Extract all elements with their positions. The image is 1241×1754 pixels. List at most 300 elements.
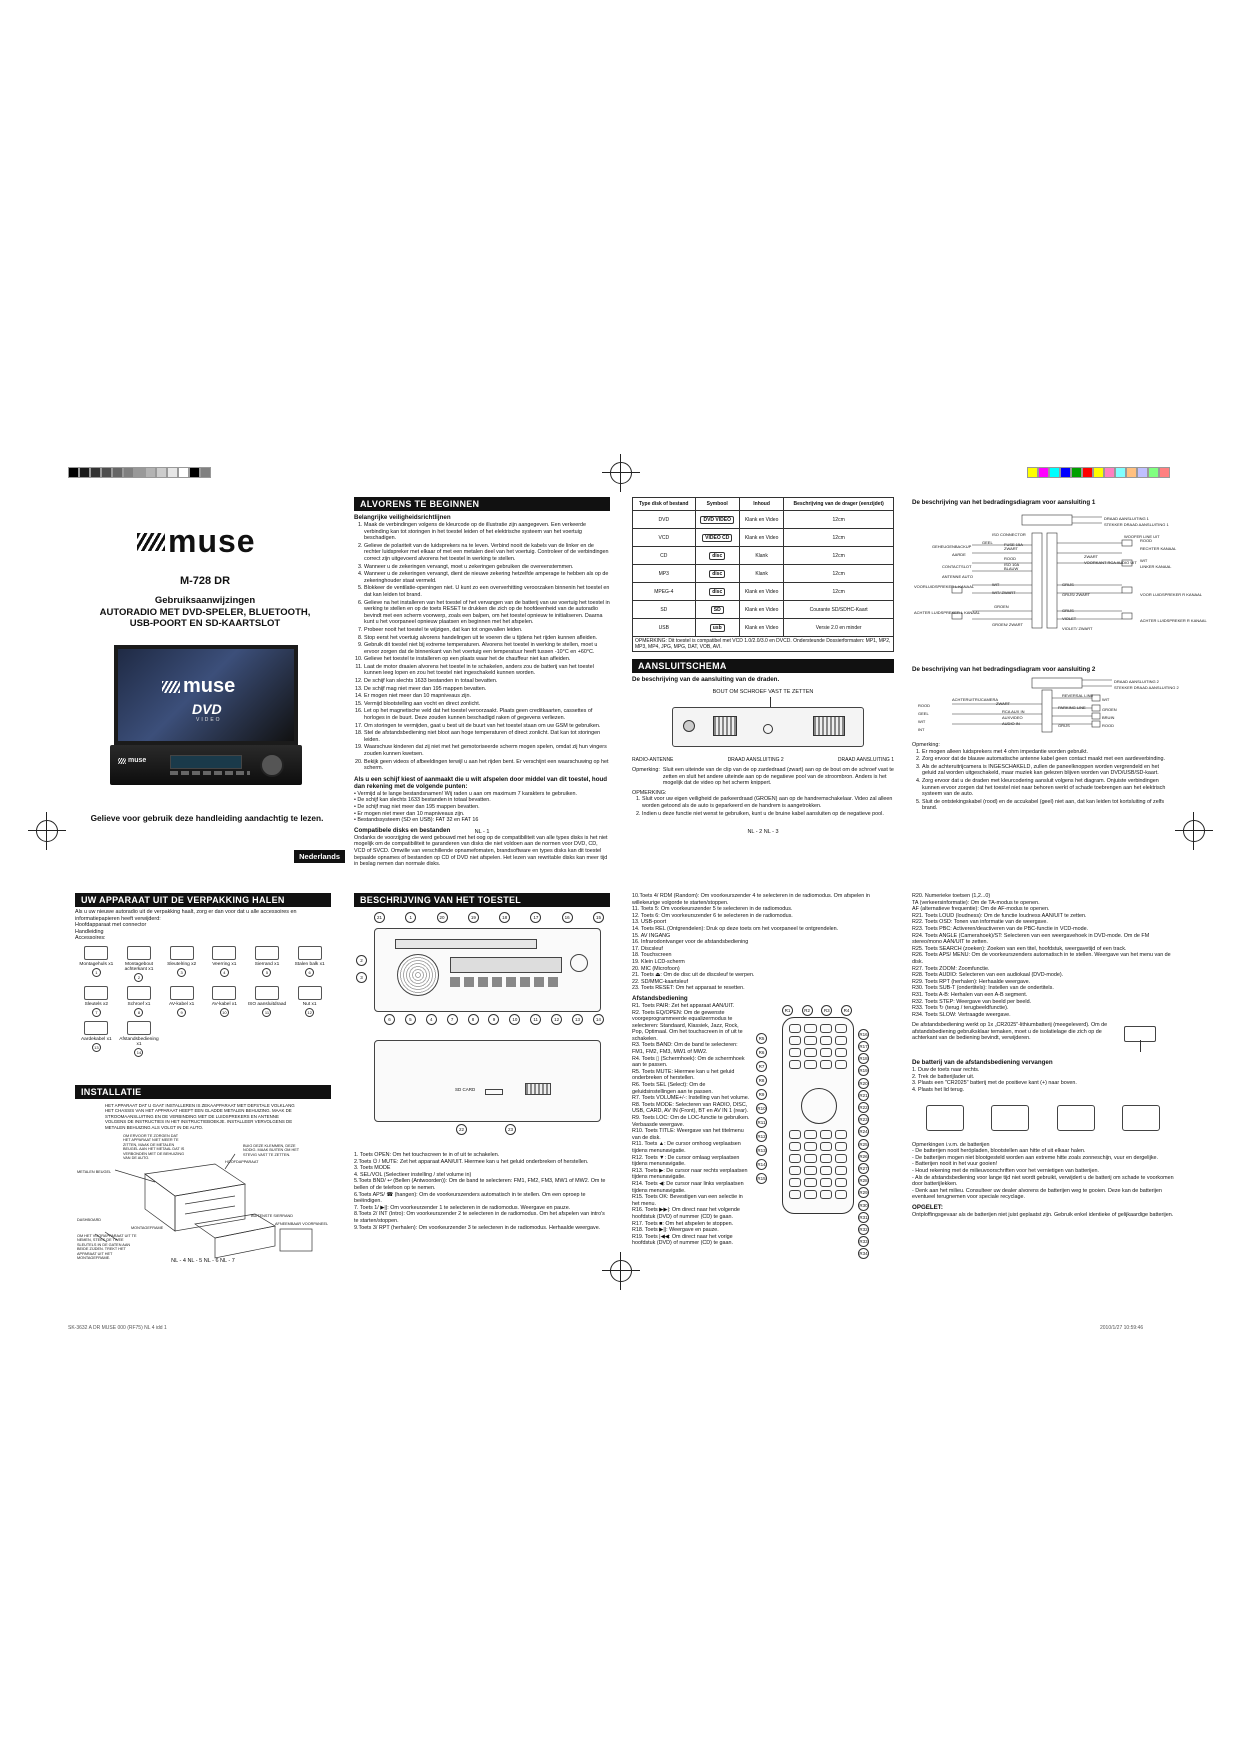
battery-remark: - Denk aan het milieu. Consulteer uw dealer alvorens de batterijen weg te gooien. Deze kan de batterijen eventueel terugnemen voor speciale recyclage. — [912, 1187, 1162, 1201]
remote-button — [835, 1024, 847, 1033]
device-item: 18. Touchscreen — [632, 952, 672, 959]
callout-number: R33 — [858, 1236, 869, 1247]
unit-buttons — [170, 771, 250, 775]
callout-number: R30 — [858, 1200, 869, 1211]
device-item: 4. SEL/VOL (Selectieer instelling / stel volume in) — [354, 1171, 472, 1178]
wiring-1-label: ZWART — [1004, 546, 1018, 551]
remote-button — [789, 1024, 801, 1033]
wiring-1-label: FUSE 15A — [1004, 542, 1023, 547]
accessory-item — [75, 986, 118, 1017]
safety-subheading: Belangrijke veiligheidsrichtlijnen — [354, 514, 451, 521]
accessory-label: Sleutelring x2 — [167, 961, 197, 967]
table-row — [633, 529, 894, 547]
remote-item: R17. Toets ■: Om het afspelen te stoppen. — [632, 1220, 734, 1227]
remote-items-2-block — [912, 893, 1174, 1219]
disc-bullet: • Er mogen niet meer dan 10 mapniveaus zijn. — [354, 810, 465, 817]
accessory-label: Nut x1 — [302, 1001, 317, 1007]
wiring-1-label: WIT — [1140, 558, 1148, 563]
remote-button — [835, 1036, 847, 1045]
remote-button — [789, 1142, 801, 1151]
safety-item: 2. Gelieve de polariteit van de luidsprekers na te leven. Verbind nooit de kabels van de linker en de rechter luidspreker met elkaar of met een metalen deel van het voertuig. Controleer of de verbindingen correct zijn uitgevoerd alvorens het toestel in werking te stellen. — [364, 543, 610, 563]
accessory-label: Afstandsbediening x1 — [119, 1036, 159, 1047]
remote-item: R31. Toets A-B: Herhalen van een A-B segment. — [912, 991, 1028, 998]
unbox-intro: Als u uw nieuwe autoradio uit de verpakking haalt, zorg er dan voor dat u alle accessoires en informatiepapieren heeft verwijderd: — [75, 909, 297, 922]
wiring-1-label: VOOR LUIDSPREKER R KANAAL — [1140, 592, 1203, 597]
callout-number: R32 — [858, 1224, 869, 1235]
accessory-number: 3 — [177, 968, 186, 977]
note-item: 5. Sluit de ontstekingskabel (rood) en de accukabel (geel) niet aan, dat kan leiden tot kortsluiting of zelfs brand. — [922, 799, 1174, 812]
unit-logo: muse — [118, 757, 146, 764]
remote-item: R5. Toets MUTE: Hiermee kan u het geluid onderbreken of herstellen. — [632, 1068, 735, 1082]
screen-logo: muse — [162, 675, 235, 698]
wiring-2-label: BRUIN — [1102, 715, 1115, 720]
remote-button — [820, 1190, 832, 1199]
remote-item: TA (verkeersinformatie): Om de TA-modus te openen. — [912, 899, 1040, 906]
notes-right-title: Opmerking: — [912, 742, 940, 748]
callout-number: R24 — [858, 1126, 869, 1137]
wiring-2-label: WIT — [1102, 697, 1110, 702]
callout-number: 14 — [593, 1014, 604, 1025]
callout-number: 4 — [426, 1014, 437, 1025]
language-badge: Nederlands — [294, 850, 345, 863]
wiring-1-label: ROOD — [1004, 556, 1016, 561]
disc-table-header: Symbool — [695, 498, 739, 511]
accessory-item — [203, 946, 246, 982]
accessory-label: AV-kabel x1 — [169, 1001, 195, 1007]
remote-button — [789, 1130, 801, 1139]
accessory-number: 7 — [92, 1008, 101, 1017]
wiring-2-label: AUDIO IN — [1002, 721, 1020, 726]
disc-bullet: • Bestandssysteem (SD en USB): FAT 32 en FAT 16 — [354, 817, 479, 824]
battery-steps — [912, 1067, 1174, 1093]
device-item: 19. Klein LCD-scherm — [632, 958, 685, 965]
notes-right-list — [912, 749, 1174, 812]
callout-number: 19 — [468, 912, 479, 923]
callout-number: 11 — [530, 1014, 541, 1025]
color-swatch — [1115, 467, 1126, 478]
opm-list — [632, 796, 894, 817]
accessory-icon — [255, 946, 279, 960]
callout-number: 8 — [468, 1014, 479, 1025]
disc-bullet: • De schijf mag niet meer dan 195 mappen bevatten. — [354, 803, 480, 810]
accessory-number: 9 — [177, 1008, 186, 1017]
remote-button — [789, 1166, 801, 1175]
disc-bullet: • Vermijd al te lange bestandsnamen! Wij raden u aan om maximum 7 karakters te gebruiken. — [354, 790, 578, 797]
cover-page — [75, 495, 340, 861]
remote-button — [789, 1060, 801, 1069]
color-swatch — [1093, 467, 1104, 478]
callout-number: R26 — [858, 1151, 869, 1162]
install-label: METALEN BEUGEL — [77, 1170, 112, 1175]
disc-desc: 12cm — [784, 565, 894, 583]
device-item: 12. Toets 6: Om voorkeurszender 6 te selecteren in de radiomodus. — [632, 912, 793, 919]
disc-symbol-icon: VIDEO CD — [702, 534, 732, 542]
disc-desc: 12cm — [784, 529, 894, 547]
table-row — [633, 565, 894, 583]
device-item: 17. Discsleuf — [632, 945, 663, 952]
callout-number: R16 — [858, 1029, 869, 1040]
callout-number: R34 — [858, 1248, 869, 1259]
wiring-1-label: GROEN/ ZWART — [992, 622, 1023, 627]
remote-items-2 — [912, 893, 1174, 1018]
color-bar-right — [1027, 467, 1170, 478]
battery-remarks-title: Opmerkingen i.v.m. de batterijen — [912, 1141, 990, 1148]
disc-table-header: Inhoud — [739, 498, 783, 511]
battery-insert-drawing — [1120, 1022, 1164, 1056]
wiring-1-label: WIT/ ZWART — [992, 590, 1016, 595]
disc-type: CD — [633, 547, 696, 565]
accessory-number: 13 — [92, 1043, 101, 1052]
callout-number: R9 — [756, 1089, 767, 1100]
remote-button — [804, 1166, 816, 1175]
panel-sd-label: SD CARD — [455, 1087, 476, 1092]
disc-bullets — [354, 791, 610, 824]
remote-button — [804, 1142, 816, 1151]
accessory-item — [118, 1021, 161, 1057]
color-swatch — [68, 467, 79, 478]
callout-number: R21 — [858, 1090, 869, 1101]
safety-item: 20. Bekijk geen videos of afbeeldingen terwijl u aan het rijden bent. Er verschijnt een waarschuwing op het scherm. — [364, 759, 610, 772]
disc-content: Klank en Video — [739, 529, 783, 547]
remote-item: R23. Toets PBC: Activeren/deactiveren van de PBC-functie in VCD-mode. — [912, 925, 1089, 932]
install-label: OM ERVOOR TE ZORGEN DAT HET APPARAAT NIET MEER TE ZITTEN, MAAK DE METALEN BEUGEL AAN HET METAAL DAT IS VERBONDEN MET DE BEHUIZING VAN DE AUTO. — [123, 1134, 185, 1161]
remote-item: R25. Toets SEARCH (zoeken): Zoeken van een titel, hoofdstuk, weergavetijd of een track. — [912, 945, 1127, 952]
callout-number: 2 — [356, 955, 367, 966]
remote-button — [804, 1024, 816, 1033]
remote-button — [820, 1142, 832, 1151]
accessory-label: Schroef x1 — [127, 1001, 151, 1007]
safety-item: 19. Waarschuw kinderen dat zij niet met het gemotoriseerde scherm mogen spelen, omdat zij hun vingers zouden kunnen kwetsen. — [364, 744, 610, 757]
accessory-item — [288, 986, 331, 1017]
remote-item: R15. Toets OK: Bevestigen van een selectie in het menu. — [632, 1194, 743, 1207]
wiring-1-title: De beschrijving van het bedradingsdiagram voor aansluiting 1 — [912, 499, 1096, 506]
wiring-1-label: WOOFER LINE UIT — [1124, 534, 1160, 539]
disc-desc: Versie 2.0 en minder — [784, 619, 894, 637]
manual-subtitle: Gebruiksaanwijzingen — [154, 595, 256, 606]
safety-item: 6. Gelieve na het installeren van het toestel of het vervangen van de batterij van uw voertuig het toestel in werking te stellen en op de toets RESET te drukken die zich op de hoofdeenheid van de autoradio bevindt met een scherm voorwerp, zoals een balpen, om het toestel opnieuw te initialiseren. Daarna kunt u het voorpaneel opnieuw plaatsen en beginnen met het afspelen. — [364, 600, 610, 626]
accessory-icon — [212, 986, 236, 1000]
wiring-1-label: ACHTER LUIDSPREKER L KANAAL — [914, 610, 980, 615]
install-label: BUIG DEZE KLEMMEN, DEZE NODIG. MAAK BUITEN OM HET STEVIG VAST TE ZETTEN. — [243, 1144, 300, 1157]
callout-number: 6 — [384, 1014, 395, 1025]
disc-symbol-icon: usb — [710, 624, 725, 632]
remote-item: R6. Toets SEL (Select): Om de geluidsinstellingen aan te passen. — [632, 1082, 713, 1095]
safety-item: 18. Stel de afstandsbediening niet bloot aan hoge temperaturen of direct zonlicht. Dat kan tot storingen leiden. — [364, 730, 610, 743]
table-row — [633, 547, 894, 565]
wiring-1-label: GRIJS — [1062, 608, 1074, 613]
table-row — [633, 619, 894, 637]
registration-mark-top — [610, 462, 632, 484]
wiring-1-label: GRIJS — [1062, 582, 1074, 587]
accessory-number: 10 — [220, 1008, 229, 1017]
remote-button — [804, 1048, 816, 1057]
color-swatch — [1159, 467, 1170, 478]
disc-symbol — [695, 529, 739, 547]
callout-number: 17 — [530, 912, 541, 923]
connect-section — [632, 659, 894, 818]
device-item: 20. MIC (Microfoon) — [632, 965, 680, 972]
remote-button — [789, 1190, 801, 1199]
disc-symbol-icon: DVD VIDEO — [700, 516, 734, 524]
callout-number: 1 — [405, 912, 416, 923]
install-label: OM HET VOORAPPARAAT UIT TE NEMEN, STEEK DE TWEE SLEUTELS IN DE GATEN AAN BEIDE ZIJDEN. TREKT HET APPARAAT UIT HET MONTAGEFRAME. — [77, 1234, 137, 1261]
wiring-2-label: REVERSAL LINE — [1062, 693, 1094, 698]
remote-title: Afstandsbediening — [632, 994, 688, 1002]
connect-note-text: Sluit een uiteinde van de clip van de op zardedraad (zwart) aan op de bout om de schroef vast te zetten en sluit het andere uiteinde aan op de negatieve pool van de stroombron. Anders is het mogelijk dat de video op het scherm knippert. — [662, 767, 894, 787]
disc-content: Klank en Video — [739, 511, 783, 529]
wiring-1-label: ACHTER LUIDSPREKER R KANAAL — [1140, 618, 1207, 623]
wiring-2-label: ROOD — [1102, 723, 1114, 728]
wiring-2-block — [912, 663, 1179, 734]
remote-button — [820, 1060, 832, 1069]
device-item: 7. Toets 1/ ▶||: Om voorkeurzender 1 te selecteren in de radiomodus. Weergave en pauze. — [354, 1204, 571, 1211]
safety-item: 15. Vermijd blootstelling aan vocht en direct zonlicht. — [364, 701, 610, 708]
callout-number: R28 — [858, 1175, 869, 1186]
disc-type: MPEG-4 — [633, 583, 696, 601]
battery-remark: - De batterijen nooit herópladen, blootstellen aan hitte of uit elkaar halen. — [912, 1148, 1086, 1155]
device-items-2 — [632, 893, 894, 1257]
install-label: MONTAGEFRAME — [131, 1226, 164, 1231]
wiring-1-label: ISO CONNECTOR — [992, 532, 1026, 537]
remote-drawing — [782, 1017, 854, 1214]
install-label: BUITENSTE SIERRAND — [251, 1214, 293, 1219]
unbox-section — [75, 893, 331, 1057]
wiring-2-label: GROEN — [1102, 707, 1117, 712]
disc-table — [632, 497, 894, 637]
battery-step: 4. Plaats het lid terug. — [912, 1087, 965, 1094]
product-base — [110, 745, 302, 785]
color-swatch — [101, 467, 112, 478]
wiring-1-label: GEEL — [982, 540, 993, 545]
color-swatch — [1038, 467, 1049, 478]
wiring-2-label: STEKKER DRAAD AANSLUITING 2 — [1114, 685, 1179, 690]
remote-item: R34. Toets SLOW: Vertraagde weergave. — [912, 1011, 1011, 1018]
callout-number: R20 — [858, 1078, 869, 1089]
remote-button — [804, 1060, 816, 1069]
accessory-label: Stalen balk x1 — [294, 961, 325, 967]
accessory-item — [75, 1021, 118, 1057]
label-radio-antenne: RADIO-ANTENNE — [632, 757, 674, 763]
wiring-1-label: GRIJS/ ZWART — [1062, 592, 1090, 597]
safety-item: 5. Blokkeer de ventilatie-openingen niet. U kunt zo een oververhitting veroorzaken binnenin het toestel en dat kan leiden tot brand. — [364, 585, 610, 598]
accessory-icon — [84, 946, 108, 960]
safety-item: 7. Probeer nooit het toestel te wijzigen, dat kan tot ongevallen leiden. — [364, 627, 610, 634]
registration-mark-left — [36, 820, 58, 842]
device-item: 15. AV INGANG — [632, 932, 671, 939]
wiring-1-label: STEKKER DRAAD AANSLUITING 1 — [1104, 522, 1169, 527]
remote-button — [820, 1154, 832, 1163]
unit-front-drawing — [374, 928, 601, 1012]
accessory-number: 5 — [262, 968, 271, 977]
callout-number: 12 — [551, 1014, 562, 1025]
callout-number: R18 — [858, 1053, 869, 1064]
remote-button — [804, 1154, 816, 1163]
disc-symbol — [695, 619, 739, 637]
wiring-1-label: BLAUW — [1004, 566, 1019, 571]
note-item: 1. Er mogen alleen luidsprekers met 4 ohm impedantie worden gebruikt. — [922, 749, 1174, 756]
wiring-2-label: AUXVIDEO — [1002, 715, 1023, 720]
disc-table-header: Type disk of bestand — [633, 498, 696, 511]
manual-title-line-2: USB-POORT EN SD-KAARTSLOT — [129, 618, 281, 629]
callout-number: 10 — [509, 1014, 520, 1025]
disc-content: Klank — [739, 547, 783, 565]
color-swatch — [1082, 467, 1093, 478]
remote-item: R22. Toets OSD: Tonen van informatie van de weergave. — [912, 919, 1048, 926]
device-item: 1. Toets OPEN: Om het touchscreen te in of uit te schakelen. — [354, 1152, 500, 1158]
remote-items — [632, 1003, 750, 1247]
wiring-1-label: ANTENNE AUTO — [942, 574, 974, 579]
device-item: 2.Toets ⏻ / MUTE: Zet het apparaat AAN/UIT. Hiermee kan u het geluid onderbreken of herstellen. — [354, 1158, 589, 1165]
remote-item: R32. Toets STEP: Weergave van beeld per beeld. — [912, 998, 1032, 1005]
remote-item: R30. Toets SUB-T (ondertitels): Instellen van de ondertitels. — [912, 985, 1054, 992]
device-item: 22. SD/MMC-kaartsleuf — [632, 978, 689, 985]
wiring-1-label: ROOD — [1140, 538, 1152, 543]
panel-drawing — [374, 1040, 601, 1122]
wiring-1-label: VIOLET/ ZWART — [1062, 626, 1093, 631]
accessory-icon — [298, 986, 322, 1000]
page-number-4-7: NL - 4 NL - 5 NL - 6 NL - 7 — [171, 1258, 235, 1264]
wiring-2-label: PARKING LINE — [1058, 705, 1086, 710]
disc-symbol — [695, 565, 739, 583]
wiring-1-label: VOORKANT RCA AUDIO UIT — [1084, 560, 1137, 565]
remote-item: R26. Toets APS/ MENU: Om de voorkeurszenders automatisch in te stellen. Weergave van het menu van de disk. — [912, 952, 1171, 965]
remote-item: R4. Toets ▯ (Schermhoek): Om de schermhoek aan te passen. — [632, 1055, 745, 1069]
callout-number: R17 — [858, 1041, 869, 1052]
safety-item: 11. Laat de motor draaien alvorens het toestel in te schakelen, anders zou de batterij van het toestel kunnen leeg lopen en zou het toestel niet ingeschakeld kunnen worden. — [364, 664, 610, 677]
connect-note-label: Opmerking: — [632, 767, 660, 773]
wiring-2-label: DRAAD AANSLUITING 2 — [1114, 679, 1159, 684]
accessory-icon — [84, 986, 108, 1000]
callout-number: R15 — [756, 1173, 767, 1184]
color-swatch — [156, 467, 167, 478]
safety-item: 16. Let op het magnetische veld dat het toestel veroorzaakt. Plaats geen creditkaarten, cassettes of horloges in de buurt. Deze zouden kunnen beschadigd raken of gegevens verliezen. — [364, 708, 610, 721]
remote-item: R8. Toets MODE: Selecteren van RADIO, DISC, USB, CARD, AV IN (Front), BT en AV IN 1 (rear). — [632, 1101, 749, 1115]
device-item: 23. Toets RESET: Om het apparaat te resetten. — [632, 985, 745, 992]
remote-item: R7. Toets VOLUME+/-: Instelling van het volume. — [632, 1095, 750, 1102]
accessory-icon — [84, 1021, 108, 1035]
accessory-item — [118, 946, 161, 982]
callout-number: R23 — [858, 1114, 869, 1125]
compat-subheading: Compatibele disks en bestanden — [354, 826, 451, 834]
callout-number: 9 — [488, 1014, 499, 1025]
disc-content: Klank en Video — [739, 583, 783, 601]
wiring-1-label: GROEN — [994, 604, 1009, 609]
callout-number: 21 — [374, 912, 385, 923]
color-bar-left — [68, 467, 211, 478]
color-swatch — [1060, 467, 1071, 478]
remote-item: R11. Toets ▲: De cursor omhoog verplaatsen tijdens menunavigatie. — [632, 1141, 741, 1154]
note-item: 3. Als de achteruitrijcamera is INGESCHAKELD, zullen de paneelknoppen worden vergrendeld en het geluid zal worden uitgeschakeld, maar muziek kan gelezen blijven worden van DVD/USB/SD-kaart. — [922, 764, 1174, 777]
page-number-2-3: NL - 2 NL - 3 — [747, 829, 779, 835]
wiring-2-label: GRIJS — [1058, 723, 1070, 728]
device-section — [354, 893, 610, 1231]
callout-number: 7 — [447, 1014, 458, 1025]
registration-mark-bottom — [610, 1260, 632, 1282]
callout-number: 13 — [572, 1014, 583, 1025]
remote-button — [835, 1048, 847, 1057]
opm-item: 1. Sluit voor uw eigen veiligheid de parkeerdraad (GROEN) aan op de handremschakelaar. Video zal alleen worden getoond als de auto is geparkeerd en de handrem is aangetrokken. — [642, 796, 894, 809]
product-image — [110, 645, 302, 790]
wiring-1-label: AARDE — [952, 552, 966, 557]
battery-step: 2. Trek de batterijlader uit. — [912, 1073, 975, 1080]
remote-button — [835, 1142, 847, 1151]
color-swatch — [1071, 467, 1082, 478]
accessory-number: 11 — [262, 1008, 271, 1017]
remote-item: R29. Toets RPT (herhalen): Herhaalde weergave. — [912, 978, 1031, 985]
safety-item: 17. Om storingen te vermijden, gaat u best uit de buurt van het toestel staan om uw GSM te gebruiken. — [364, 723, 610, 730]
disc-desc: 12cm — [784, 547, 894, 565]
wiring-1-label: ISO 10A — [1004, 562, 1020, 567]
callout-number: R22 — [858, 1102, 869, 1113]
wiring-2-title: De beschrijving van het bedradingsdiagram voor aansluiting 2 — [912, 666, 1096, 673]
remote-item: R16. Toets ▶▶|: Om direct naar het volgende hoofdstuk (DVD) of nummer (CD) te gaan. — [632, 1207, 740, 1220]
accessory-number: 12 — [305, 1008, 314, 1017]
color-swatch — [145, 467, 156, 478]
disc-type: USB — [633, 619, 696, 637]
color-swatch — [200, 467, 211, 478]
accessory-label: AV-kabel x1 — [211, 1001, 237, 1007]
wiring-2-label: RCA AUX IN — [1002, 709, 1025, 714]
disc-table-note: OPMERKING: Dit toestel is compatibel met VCD 1.0/2.0/3.0 en DVCD. Ondersteunde Dossierformaten: MP1, MP2, MP3, MP4, JPG, MPG, DAT, VOB, AVI. — [632, 637, 894, 652]
safety-item: 9. Gebruik dit toestel niet bij extreme temperaturen. Alvorens het toestel in werking te stellen, moet u ervoor zorgen dat de binnenkant van het voertuig een temperatuur heeft tussen -10°C en +60°C. — [364, 642, 610, 655]
disc-symbol-icon: disc — [709, 588, 725, 596]
disc-symbol — [695, 547, 739, 565]
remote-button — [820, 1130, 832, 1139]
accessory-icon — [170, 986, 194, 1000]
color-swatch — [1049, 467, 1060, 478]
accessory-label: Montagehuls x1 — [79, 961, 114, 967]
device-item: 6.Toets APS/ ☎ (hangen): Om de voorkeurszenders automatisch in te stellen. Om een oproep te beëindigen. — [354, 1191, 586, 1205]
battery-step: 3. Plaats een "CR2025" batterij met de positieve kant (+) naar boven. — [912, 1080, 1077, 1087]
disc-symbol — [695, 583, 739, 601]
remote-item: R24. Toets ANGLE (Camerahoek)/ST: Selecteren van een weergavehoek in DVD-mode. Om de FM stereo/mono AAN/UIT te zetten. — [912, 932, 1150, 946]
disc-bullet: • De schijf kan slechts 1633 bestanden in totaal bevatten. — [354, 797, 491, 804]
accessory-number: 8 — [134, 1008, 143, 1017]
wiring-1-label: CONTACTSLOT — [942, 564, 972, 569]
disc-content: Klank en Video — [739, 601, 783, 619]
product-screen — [114, 645, 298, 745]
callout-number: 23 — [505, 1124, 516, 1135]
footer-left: SK-3632 A DR MUSE 000 (RF75) NL 4 idd 1 — [68, 1325, 167, 1331]
section-heading-connect: AANSLUITSCHEMA — [632, 659, 894, 673]
callout-number: 15 — [593, 912, 604, 923]
accessory-item — [160, 986, 203, 1017]
battery-remark: - Als de afstandsbediening voor lange tijd niet wordt gebruikt, verwijdert u de batterij om schade te voorkomen door batterijlekken. — [912, 1174, 1174, 1188]
color-swatch — [123, 467, 134, 478]
disc-symbol-icon: SD — [711, 606, 724, 614]
safety-item: 13. De schijf mag niet meer dan 195 mappen bevatten. — [364, 686, 610, 693]
wiring-2-label: ACHTERUITRIJCAMERA — [952, 697, 999, 702]
accessory-number: 14 — [134, 1048, 143, 1057]
remote-button — [835, 1190, 847, 1199]
opgelet-text: Ontploffingsgevaar als de batterijen niet juist geplaatst zijn. Gebruik enkel identieke of gelijkaardige batterijen. — [912, 1212, 1174, 1218]
compat-text: Ondanks de voorzijging die werd gebouwd met het oog op de compatibiliteit van alle types disks is het niet mogelijk om de compatibiliteit te garanderen van disks die niet voldoen aan de normen voor DVD, CD, VCD of SVCD. Omwille van verschillende opnamefomaten, brandsoftware en types disks kan dit toestel bepaalde opnames of bestanden op CD of DVD niet afspelen. Het lezen van rewritable disks kan meer tijd in beslag nemen dan normale disks. — [354, 834, 608, 868]
note-item: 4. Zorg ervoor dat u de draden met kleurcodering aansluit volgens het diagram. Onjuiste verbindingen kunnen ervoor zorgen dat het toestel niet naar behoren werkt of schade toebrengen aan het elektrisch systeem van de auto. — [922, 778, 1174, 798]
remote-button — [835, 1130, 847, 1139]
disc-type: SD — [633, 601, 696, 619]
remote-button — [789, 1154, 801, 1163]
remote-item: R27. Toets ZOOM: Zoomfunctie. — [912, 965, 990, 972]
accessory-number: 4 — [220, 968, 229, 977]
remote-item: R33. Toets ↻ (terug / terugbeeldfunctie). — [912, 1005, 1009, 1012]
disc-symbol — [695, 601, 739, 619]
battery-remarks — [912, 1148, 1174, 1201]
callout-number: R6 — [756, 1047, 767, 1058]
accessory-label: ISO aansluitdraad — [247, 1001, 287, 1007]
remote-button — [804, 1130, 816, 1139]
callout-number: R12 — [756, 1131, 767, 1142]
unit-display — [170, 755, 242, 769]
